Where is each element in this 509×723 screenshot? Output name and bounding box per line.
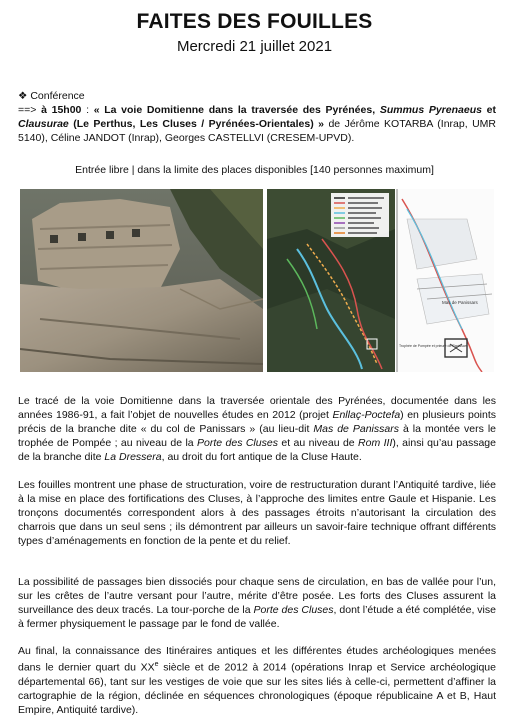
text-span: à la montée vers le trophée de Pompée ; au niveau de la (18, 423, 496, 449)
conference-label: Conférence (30, 90, 85, 102)
map-legend (331, 193, 389, 237)
text-span: La possibilité de passages bien dissociés pour chaque sens de circulation, en bas de vallée pour l’un, sur les crêtes de l’autre versant pour l’autre, mérite d’être posée. Les forts des Cluses assurent la surveillance des deux tracés. La tour-porche de la (18, 576, 496, 616)
route-map (267, 189, 494, 372)
conference-speakers: de Jérôme KOTARBA (Inrap, UMR 5140), Céline JANDOT (Inrap), Georges CASTELLVI (CRESEM-UPVD). (18, 118, 496, 144)
conference-description (18, 103, 496, 145)
conference-title-part: « La voie Domitienne dans la traversée des Pyrénées, (93, 104, 380, 116)
diamond-star-icon: ❖ (18, 90, 28, 102)
page-title: FAITES DES FOUILLES (136, 10, 373, 33)
map-label-bottom (399, 344, 468, 348)
italic-span: Enllaç-Poctefa (332, 409, 401, 421)
conference-heading (18, 89, 85, 103)
arrow-text: ==> (18, 104, 42, 116)
italic-span: Rom III (358, 437, 393, 449)
paragraph-passages (18, 575, 496, 631)
text-span: Le tracé de la voie Domitienne dans la traversée orientale des Pyrénées, documentée dans les années 1986-91, a fait l’objet de nouvelles études en 2012 (projet (18, 395, 496, 421)
conference-title-part: et (481, 104, 496, 116)
colon-sep: : (81, 104, 94, 116)
italic-span: Mas de Panissars (313, 423, 399, 435)
map-label-bottom-text: Trophée de Pompée et prieuré de Panissars (399, 344, 468, 348)
italic-span: La Dressera (104, 451, 162, 463)
conference-title-italic: Clausurae (18, 118, 69, 130)
map-label-main: Mas de Panissars (442, 300, 478, 305)
text-span: ), ainsi qu’au passage de la branche dite (18, 437, 496, 463)
conference-time: à 15h00 (41, 104, 82, 116)
superscript: e (154, 661, 159, 668)
text-span: , dont l’étude a été complétée, vise à fermer physiquement le passage par le fond de vallée. (18, 604, 496, 630)
paragraph-final (18, 644, 496, 717)
paragraph-fouilles: Les fouilles montrent une phase de structuration, voire de restructuration durant l’Antiquité tardive, liée à la mise en place des fortifications des Cluses, à l’approche des limites entre Gaule et Hispanie. Les tronçons documentés correspondent alors à des passages étroits n’autorisant la circulation des charrois que dans un seul sens ; ils démontrent par ailleurs un savoir-faire technique offrant différents types d’aménagements en fonction de la pente et du relief. (18, 479, 496, 547)
text-span: siècle et de 2012 à 2014 (opérations Inrap et Service archéologique départemental 66), tant sur les vestiges de voie que sur les sites liés à celle-ci, permettent d’affiner la cartographie de la région, déclinée en séquences chronologiques (époque républicaine A et B, Haut Empire, Antiquité tardive). (18, 661, 496, 716)
text-span: ) en plusieurs points précis de la branche dite « du col de Panissars » (au lieu-dit (18, 409, 497, 435)
conference-title-italic: Summus Pyrenaeus (379, 104, 482, 116)
text-span: Au final, la connaissance des Itinéraires antiques et les différentes études archéologiques menées dans le dernier quart du XX (18, 645, 496, 674)
entry-info: Entrée libre | dans la limite des places disponibles [140 personnes maximum] (75, 164, 434, 176)
event-date: Mercredi 21 juillet 2021 (176, 38, 333, 55)
italic-span: Porte des Cluses (197, 437, 278, 449)
conference-title-part: (Le Perthus, Les Cluses / Pyrénées-Orientales) » (68, 118, 324, 130)
paragraph-trace (18, 394, 496, 464)
text-span: et au niveau de (277, 437, 359, 449)
ruins-photo (20, 189, 263, 372)
text-span: , au droit du fort antique de la Cluse Haute. (161, 451, 362, 463)
italic-span: Porte des Cluses (253, 604, 334, 616)
